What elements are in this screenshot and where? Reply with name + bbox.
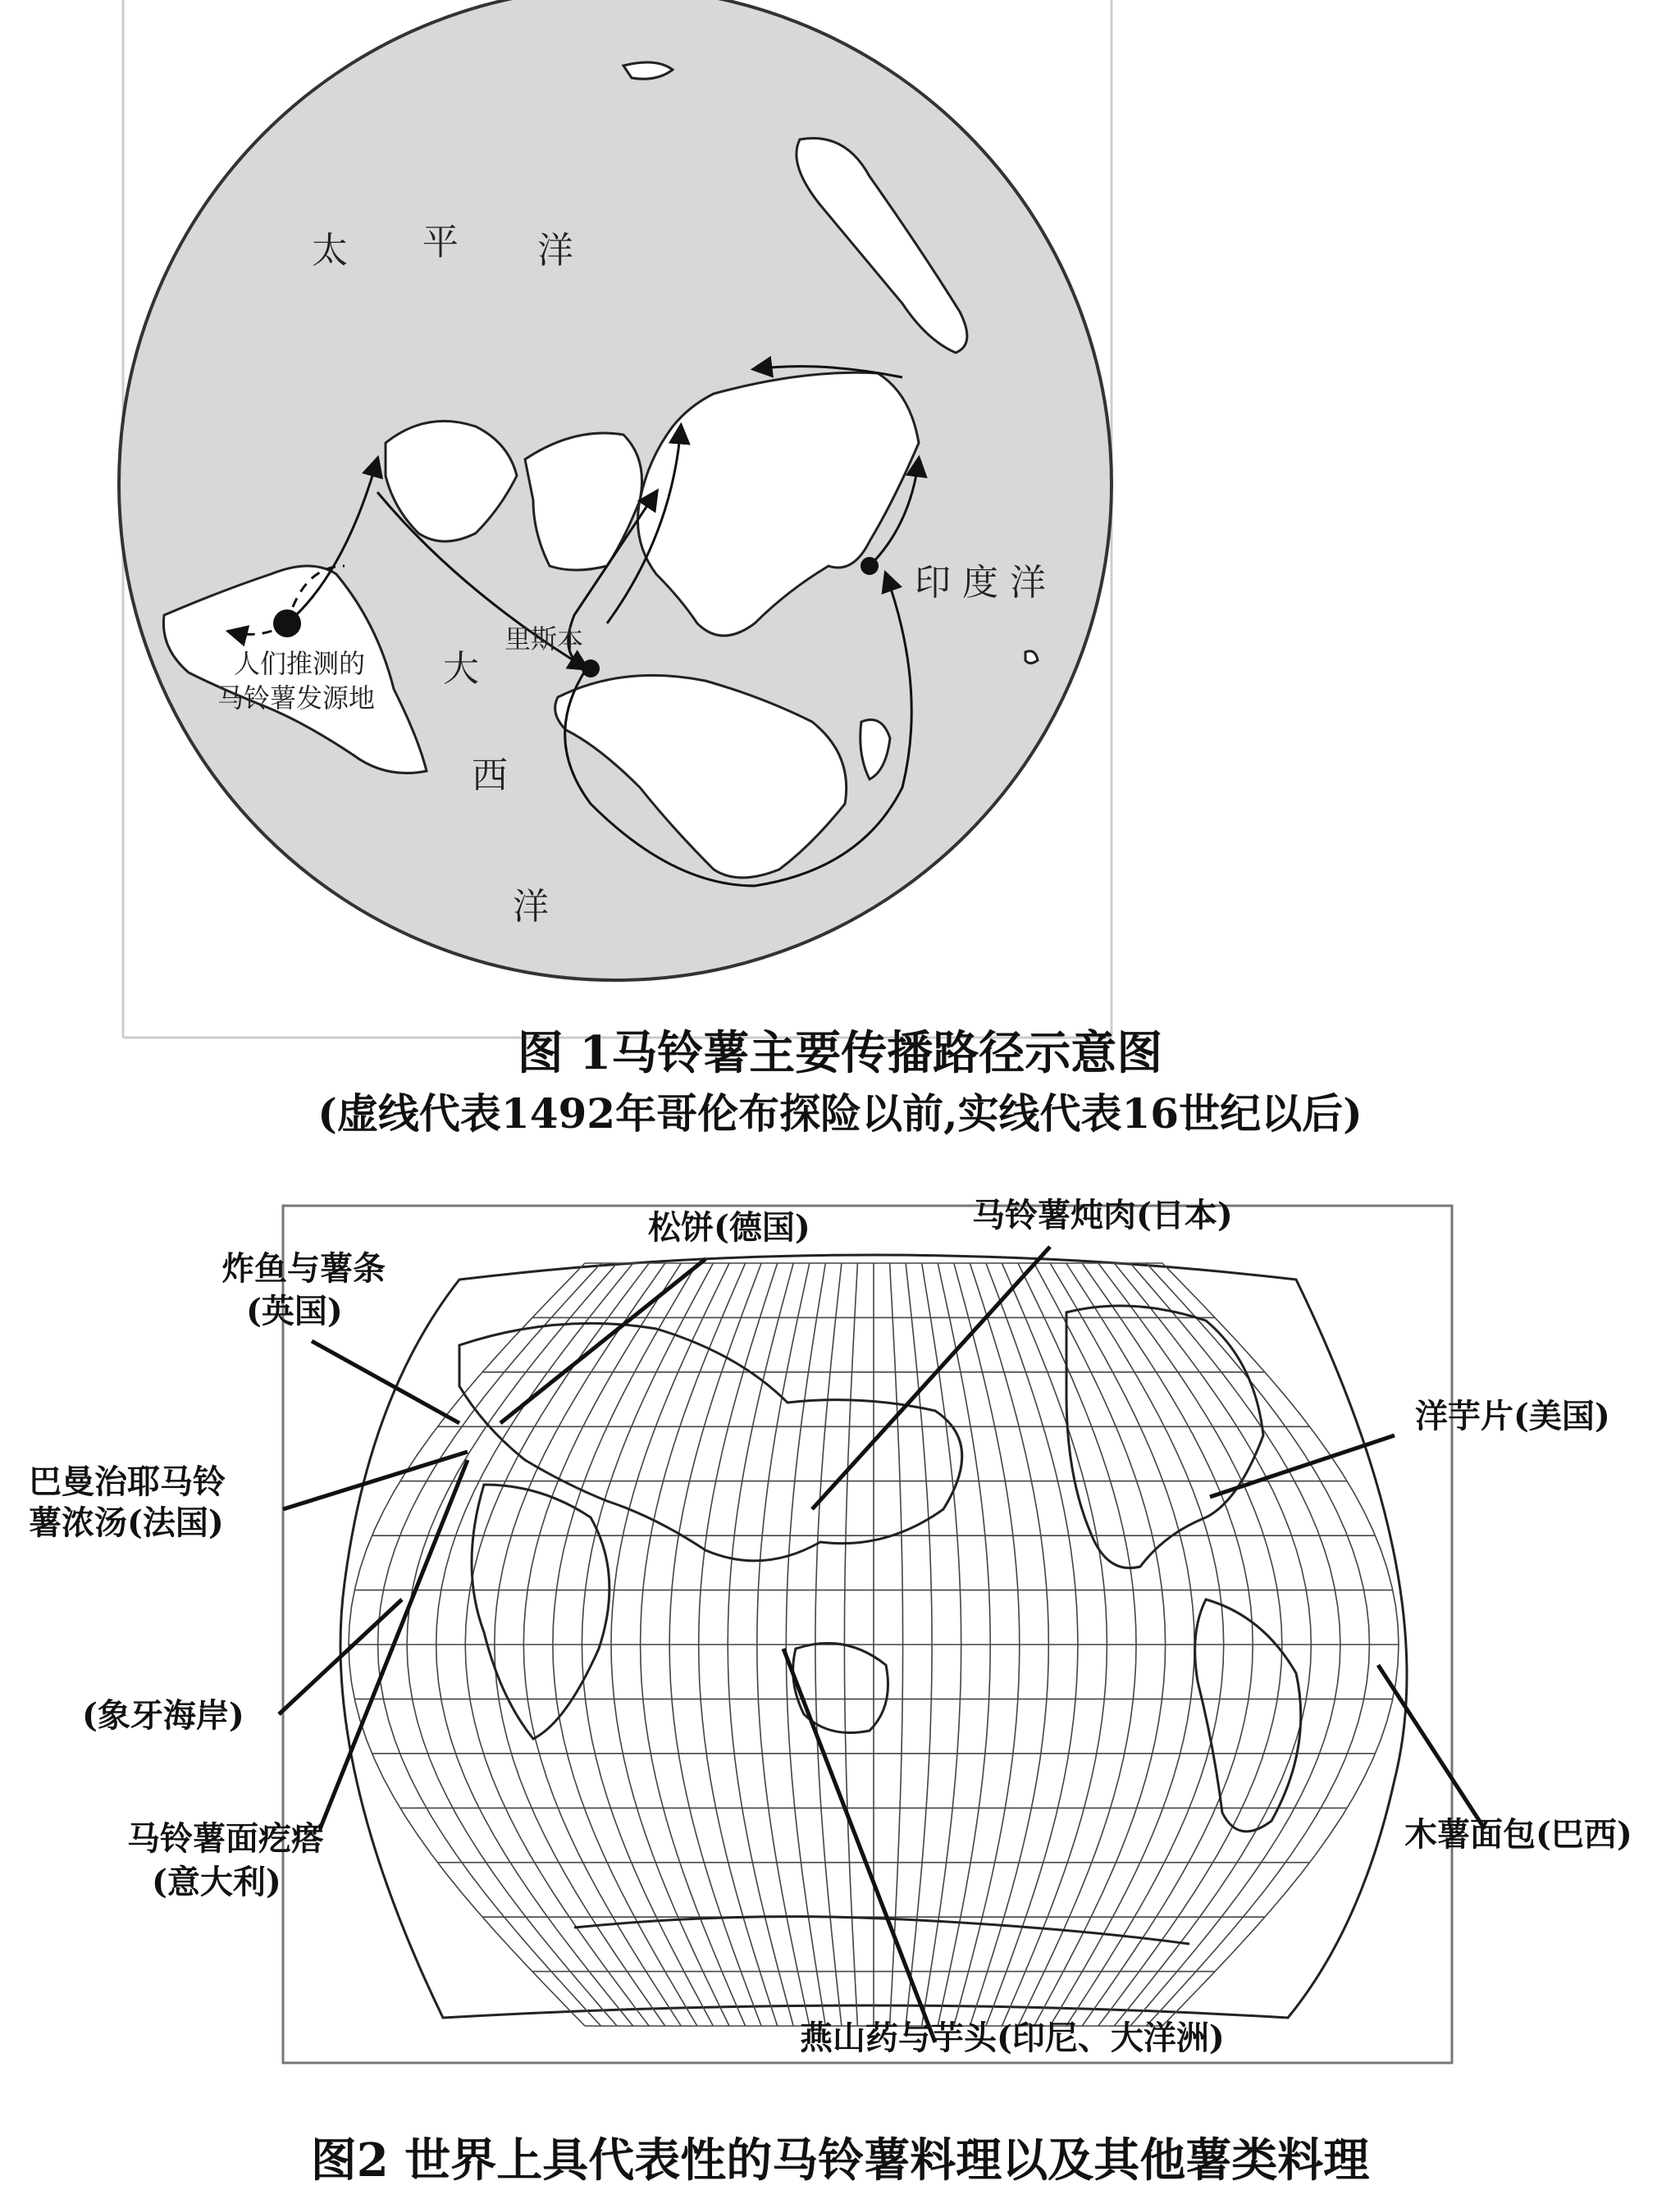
dish-japan: 马铃薯炖肉(日本)	[972, 1196, 1233, 1234]
figure1-caption: 图 1马铃薯主要传播路径示意图	[517, 1026, 1163, 1080]
pacific-char-3: 洋	[537, 230, 573, 271]
dish-uk-line1: 炸鱼与薯条	[221, 1249, 386, 1288]
lisbon-label: 里斯本	[504, 623, 584, 655]
indian-ocean-label: 印 度 洋	[915, 562, 1046, 604]
pacific-char-1: 太	[312, 230, 348, 271]
figure2-world-map	[0, 1189, 1680, 2190]
dish-uk-line2: (英国)	[246, 1292, 343, 1330]
atlantic-char-3: 洋	[513, 886, 549, 928]
atlantic-char-2: 西	[472, 755, 508, 796]
origin-dot	[273, 609, 301, 637]
dish-france-line2: 薯浓汤(法国)	[29, 1503, 224, 1542]
dish-brazil: 木薯面包(巴西)	[1404, 1815, 1632, 1854]
figure1-note: (虚线代表1492年哥伦布探险以前,实线代表16世纪以后)	[317, 1089, 1363, 1138]
dish-ivory-coast: (象牙海岸)	[82, 1696, 244, 1735]
dish-indonesia: 燕山药与芋头(印尼、大洋洲)	[800, 2019, 1225, 2057]
dish-usa: 洋芋片(美国)	[1415, 1397, 1610, 1435]
dish-germany: 松饼(德国)	[648, 1208, 810, 1247]
goa-dot	[861, 557, 879, 575]
dish-italy-line1: 马铃薯面疙瘩	[127, 1819, 324, 1858]
origin-label-line1: 人们推测的	[234, 648, 366, 679]
lisbon-dot	[582, 659, 600, 678]
pacific-char-2: 平	[422, 221, 459, 263]
dish-italy-line2: (意大利)	[152, 1863, 281, 1901]
atlantic-char-1: 大	[443, 648, 479, 690]
figure2-caption: 图2 世界上具代表性的马铃薯料理以及其他薯类料理	[310, 2133, 1370, 2188]
origin-label-line2: 马铃薯发源地	[217, 682, 376, 714]
dish-france-line1: 巴曼治耶马铃	[29, 1462, 226, 1501]
